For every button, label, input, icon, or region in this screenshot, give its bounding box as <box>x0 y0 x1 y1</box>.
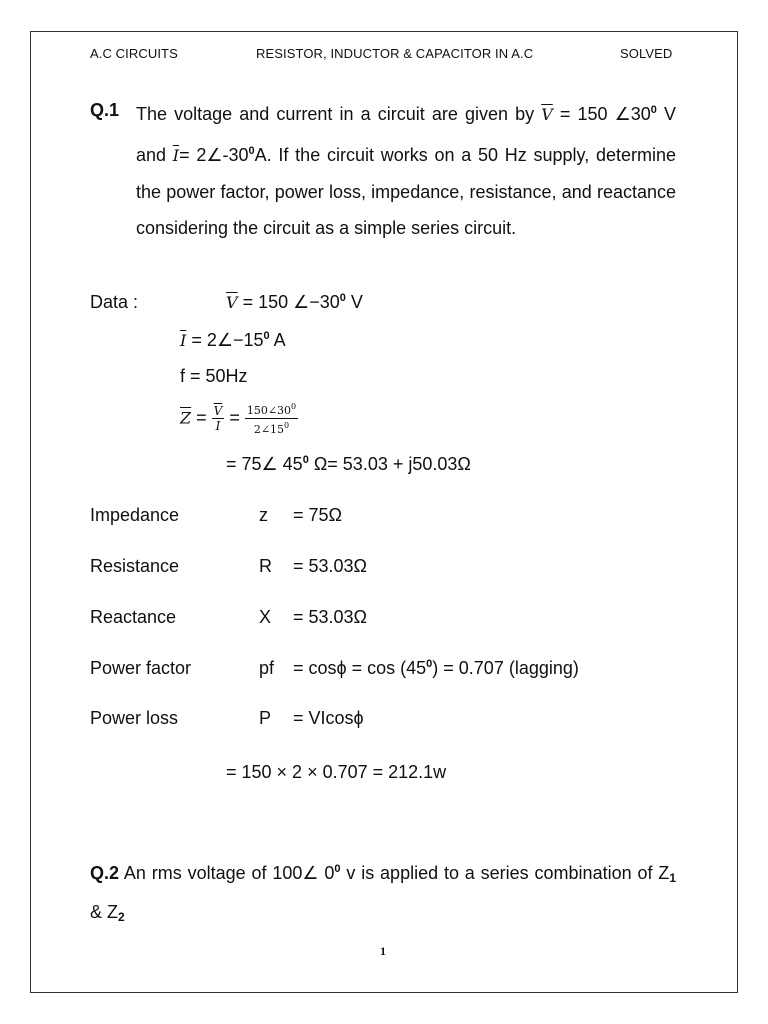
power-loss-value: = VIcosϕ <box>293 708 364 728</box>
question-2-label: Q.2 <box>90 863 120 883</box>
current-unit: A <box>269 330 286 350</box>
power-factor-label: Power factor <box>90 658 192 678</box>
impedance-polar: = 75∠ 45 <box>226 454 303 474</box>
current-data-line <box>180 330 286 351</box>
impedance-label: Impedance <box>90 505 180 525</box>
degree-mark: 0 <box>426 658 433 670</box>
power-factor-value-b: ) = 0.707 (lagging) <box>432 658 579 678</box>
page-number: 1 <box>380 944 386 958</box>
subscript-2: 2 <box>118 910 125 924</box>
fraction-numerator: $\overline{V}$ <box>213 404 223 418</box>
fraction-values <box>245 400 298 437</box>
resistance-value: = 53.03Ω <box>293 556 368 576</box>
q1-text-part: The voltage and current in a circuit are given by <box>136 104 542 124</box>
impedance-value: = 75Ω <box>293 505 342 525</box>
subscript-1: 1 <box>669 871 676 885</box>
power-loss-label: Power loss <box>90 708 179 728</box>
reactance-label: Reactance <box>90 607 177 627</box>
numerator-text: 150∠30 <box>246 404 292 417</box>
q2-text-part: v is applied to a series combination of Z <box>340 863 670 883</box>
impedance-symbol: z <box>259 505 268 525</box>
impedance-result <box>226 454 471 475</box>
power-loss-calculation: = 150 × 2 × 0.707 = 212.1w <box>226 762 447 782</box>
voltage-unit: V <box>345 292 363 312</box>
voltage-value: = 150 ∠−30 <box>237 292 340 312</box>
fraction-denominator <box>245 419 298 437</box>
q1-text-part: = 150 ∠30 <box>552 104 651 124</box>
degree-mark: 0 <box>339 292 346 304</box>
question-1 <box>90 92 676 246</box>
voltage-data-line <box>226 292 363 313</box>
degree-mark: 0 <box>291 402 297 411</box>
power-factor-value <box>293 658 579 679</box>
power-factor-value-a: = cosϕ = cos (45 <box>293 658 427 678</box>
impedance-symbol: $\overline{Z}$ <box>180 408 192 428</box>
degree-mark: 0 <box>263 330 270 342</box>
q2-text-part: & Z <box>90 902 119 922</box>
question-1-text <box>136 92 676 246</box>
q2-text-part: An rms voltage of 100∠ 0 <box>119 863 335 883</box>
data-label: Data : <box>90 292 139 312</box>
fraction-denominator: I <box>215 419 221 433</box>
fraction-numerator <box>245 400 298 419</box>
voltage-symbol: $\overline{V}$ <box>541 105 553 124</box>
reactance-symbol: X <box>259 607 272 627</box>
fraction-v-over-i <box>212 404 225 433</box>
q1-text-part: A. If the circuit works on a 50 Hz supply, determine the power factor, power loss, impedance, resistance, and reactance considering the circuit as a simple series circuit. <box>136 145 676 238</box>
resistance-symbol: R <box>259 556 272 576</box>
voltage-symbol: $\overline{V}$ <box>226 293 238 312</box>
question-1-label: Q.1 <box>90 100 120 120</box>
q1-text-part: = 2∠-30 <box>179 145 249 165</box>
degree-mark: 0 <box>284 421 290 430</box>
degree-mark: 0 <box>248 145 255 157</box>
equals-sign: = <box>191 407 212 428</box>
power-loss-symbol: P <box>259 708 272 728</box>
header-left: A.C CIRCUITS <box>90 46 178 61</box>
header-title: RESISTOR, INDUCTOR & CAPACITOR IN A.C <box>256 46 534 61</box>
degree-mark: 0 <box>302 454 309 466</box>
impedance-rectangular: Ω= 53.03 + j50.03Ω <box>308 454 471 474</box>
current-symbol: $\overline{I}$ <box>180 331 187 350</box>
q1-text-part: V and <box>136 104 676 165</box>
degree-mark: 0 <box>650 104 657 116</box>
degree-mark: 0 <box>334 863 341 875</box>
question-2 <box>90 852 676 934</box>
frequency-line: f = 50Hz <box>180 366 248 386</box>
impedance-formula <box>180 400 298 437</box>
reactance-value: = 53.03Ω <box>293 607 368 627</box>
header-right: SOLVED <box>620 46 673 61</box>
resistance-label: Resistance <box>90 556 180 576</box>
power-factor-symbol: pf <box>259 658 275 678</box>
current-value: = 2∠−15 <box>186 330 264 350</box>
current-symbol: $\overline{I}$ <box>172 146 180 165</box>
equals-sign: = <box>224 407 245 428</box>
denominator-text: 2∠15 <box>253 423 285 436</box>
